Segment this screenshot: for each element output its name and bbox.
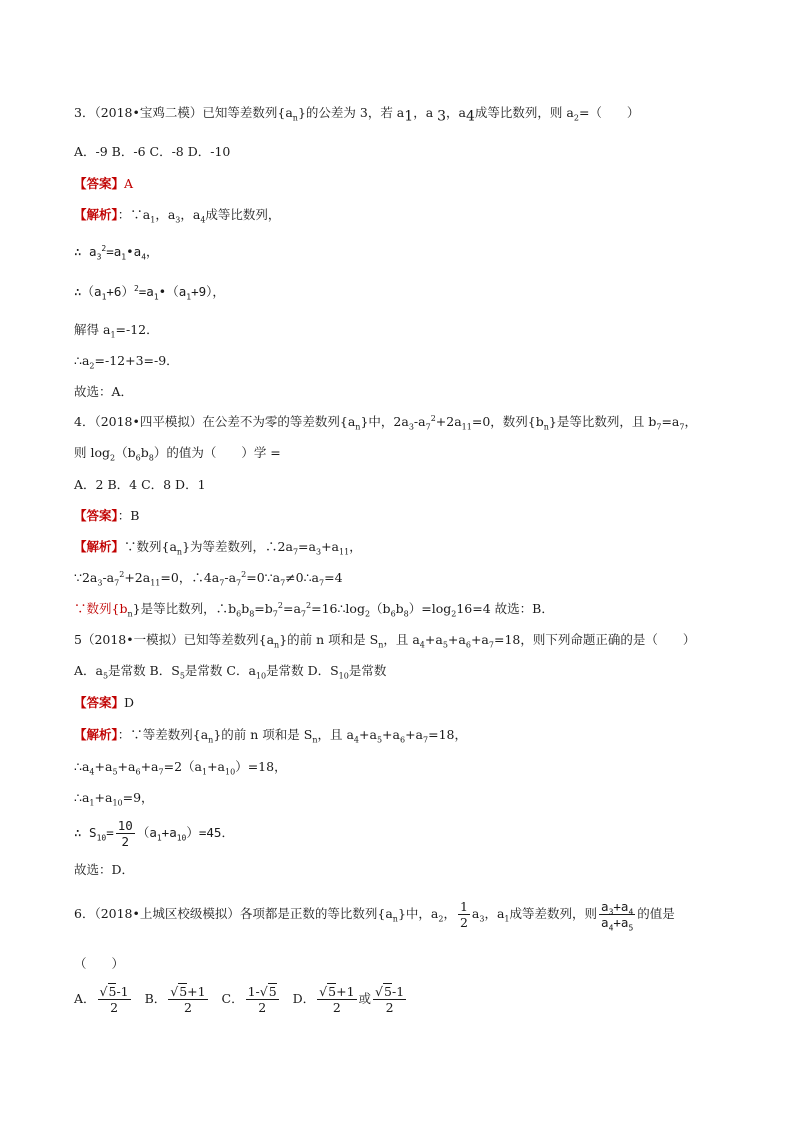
fraction-ratio: $\frac{a_3+a_4}{a_4+a_5}$ (601, 899, 634, 933)
q6-options: A． $\frac{√5-1}{2}$ B． $\frac{√5+1}{2}$ C． $\frac{1-√5}{2}$ D． $\frac{√5+1}{2}$ 或 $\frac{√5-1}{2}$ (74, 984, 405, 1015)
q6-paren: （ ） (74, 956, 125, 971)
q4-analysis-3: ∵数列$\{b_n\}$是等比数列，$\therefore b_6b_8=b_7^2=a_7^2=16\therefore\log_2(b_6b_8)=\log_216=4$ 故选：B． (74, 600, 554, 619)
option-d-fraction-1: $\frac{√5+1}{2}$ (319, 984, 355, 1015)
q3-conclusion: 故选：A． (74, 384, 134, 399)
q5-conclusion: 故选：D． (74, 862, 135, 877)
q5-answer: 【答案】D (74, 695, 135, 710)
q3-analysis-2: ∴ $a_3^2=a_1•a_4$， (74, 243, 159, 262)
q3-stem: 3．（2018•宝鸡二模）已知等差数列$\{a_n\}$的公差为 3，若 $a_1$，a $_3$，$a_4$成等比数列，则 $a_2=$（ ） (74, 105, 640, 125)
option-c-fraction: $\frac{1-√5}{2}$ (247, 984, 277, 1015)
q4-stem-2: 则 $\log_2(b_6b_8)$的值为（ ）学 = (74, 445, 281, 463)
q5-analysis-3: $\therefore a_1+a_{10}=9$， (74, 790, 154, 808)
q5-analysis-1: 【解析】：∵等差数列$\{a_n\}$的前 n 项和是 $S_n$，且 $a_4+a_5+a_6+a_7=18$， (74, 727, 467, 745)
q5-analysis-2: $\therefore a_4+a_5+a_6+a_7=2(a_1+a_{10})=18$， (74, 759, 287, 777)
q3-options: A．-9 B．-6 C．-8 D．-10 (74, 144, 231, 159)
q3-analysis-5: $\therefore a_2=-12+3=-9$． (74, 353, 179, 371)
q4-options: A．2 B．4 C．8 D．1 (74, 477, 206, 492)
q3-answer: 【答案】A (74, 176, 134, 191)
q4-answer: 【答案】：B (74, 508, 140, 523)
q5-stem: 5（2018•一模拟）已知等差数列$\{a_n\}$的前 n 项和是 $S_n$，且 $a_4+a_5+a_6+a_7=18$，则下列命题正确的是（ ） (74, 632, 696, 650)
q5-analysis-4: ∴ $S_{10}=$ $\frac{10}{2}$ $(a_1+a_{10})=45$． (74, 818, 234, 849)
fraction-10-over-2: $\frac{10}{2}$ (117, 818, 133, 849)
option-a-fraction: $\frac{√5-1}{2}$ (99, 984, 129, 1015)
q3-analysis-4: 解得 $a_1=-12$． (74, 322, 159, 340)
q5-options: A．$a_5$是常数 B．$S_5$是常数 C．$a_{10}$是常数 D．$S_{10}$是常数 (74, 663, 387, 681)
q4-analysis-2: $\because 2a_3-a_7^2+2a_{11}=0$，$\therefore 4a_7-a_7^2=0\because a_7\ne 0\therefore a_7=4$ (74, 569, 343, 588)
q6-stem: 6．（2018•上城区校级模拟）各项都是正数的等比数列$\{a_n\}$中，$a_2$， $\frac{1}{2}$ $a_3$，$a_1$成等差数列，则 $\frac{a_3+a_4}{a_4+a_5}$ 的值是 (74, 899, 675, 933)
q3-analysis-1: 【解析】：$\because a_1$，$a_3$，$a_4$成等比数列， (74, 207, 281, 225)
q4-analysis-1: 【解析】∵数列$\{a_n\}$为等差数列，$\therefore 2a_7=a_3+a_{11}$， (74, 539, 362, 557)
q3-analysis-3: $\therefore(a_1+6)^2=a_1•(a_1+9)$， (74, 283, 225, 302)
option-d-fraction-2: $\frac{√5-1}{2}$ (375, 984, 405, 1015)
q4-stem-1: 4．（2018•四平模拟）在公差不为零的等差数列$\{a_n\}$中，$2a_3-a_7^2+2a_{11}=0$，数列$\{b_n\}$是等比数列，且 $b_7=a_7$， (74, 413, 697, 432)
fraction-one-half: $\frac{1}{2}$ (459, 899, 468, 930)
option-b-fraction: $\frac{√5+1}{2}$ (170, 984, 206, 1015)
